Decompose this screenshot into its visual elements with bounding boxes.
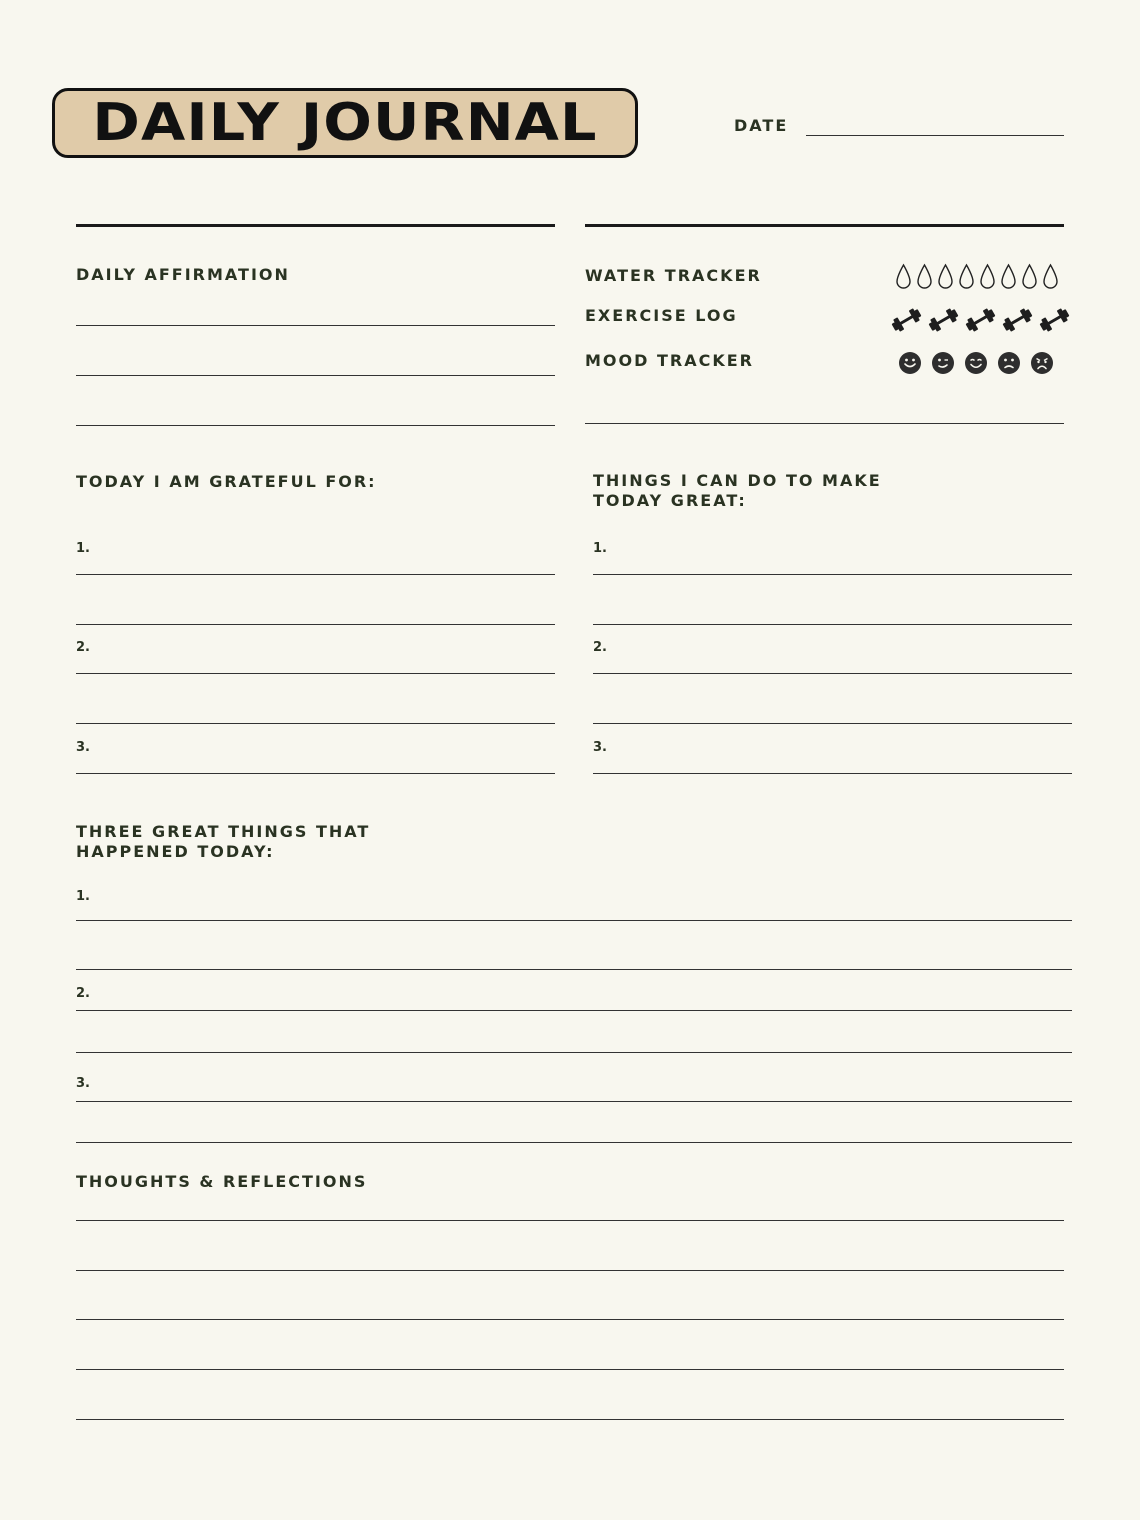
grateful-line[interactable] xyxy=(76,624,555,625)
three-great-line[interactable] xyxy=(76,1010,1072,1011)
great-number-1: 1. xyxy=(593,541,607,556)
water-drop-icon[interactable] xyxy=(978,263,997,291)
three-great-number-2: 2. xyxy=(76,986,90,1001)
grateful-number-1: 1. xyxy=(76,541,90,556)
content-face-icon[interactable] xyxy=(964,351,988,375)
three-great-line[interactable] xyxy=(76,1142,1072,1143)
reflection-line[interactable] xyxy=(76,1369,1064,1370)
affirmation-line[interactable] xyxy=(76,425,555,426)
grateful-label: TODAY I AM GRATEFUL FOR: xyxy=(76,472,377,491)
reflection-line[interactable] xyxy=(76,1220,1064,1221)
thoughts-reflections-label: THOUGHTS & REFLECTIONS xyxy=(76,1172,368,1191)
exercise-log-icons xyxy=(890,306,1071,334)
three-great-line[interactable] xyxy=(76,1101,1072,1102)
reflection-line[interactable] xyxy=(76,1319,1064,1320)
three-great-number-1: 1. xyxy=(76,889,90,904)
reflection-line[interactable] xyxy=(76,1419,1064,1420)
water-drop-icon[interactable] xyxy=(894,263,913,291)
mood-tracker-icons xyxy=(898,351,1054,375)
grateful-line[interactable] xyxy=(76,673,555,674)
water-tracker-label: WATER TRACKER xyxy=(585,266,762,285)
dumbbell-icon[interactable] xyxy=(1001,306,1034,334)
page-title: DAILY JOURNAL xyxy=(92,93,598,153)
date-label: DATE xyxy=(734,116,789,135)
dumbbell-icon[interactable] xyxy=(964,306,997,334)
dumbbell-icon[interactable] xyxy=(890,306,923,334)
grateful-line[interactable] xyxy=(76,773,555,774)
date-input-line[interactable] xyxy=(806,135,1064,136)
grateful-line[interactable] xyxy=(76,574,555,575)
wink-face-icon[interactable] xyxy=(931,351,955,375)
great-number-2: 2. xyxy=(593,640,607,655)
right-divider xyxy=(585,224,1064,227)
great-line[interactable] xyxy=(593,624,1072,625)
three-great-line[interactable] xyxy=(76,969,1072,970)
exercise-log-label: EXERCISE LOG xyxy=(585,306,738,325)
make-today-great-label: THINGS I CAN DO TO MAKE TODAY GREAT: xyxy=(593,471,882,510)
three-great-line[interactable] xyxy=(76,1052,1072,1053)
three-great-number-3: 3. xyxy=(76,1076,90,1091)
affirmation-line[interactable] xyxy=(76,375,555,376)
water-drop-icon[interactable] xyxy=(915,263,934,291)
reflection-line[interactable] xyxy=(76,1270,1064,1271)
water-drop-icon[interactable] xyxy=(999,263,1018,291)
upset-face-icon[interactable] xyxy=(1030,351,1054,375)
water-tracker-icons xyxy=(894,263,1060,291)
three-great-line[interactable] xyxy=(76,920,1072,921)
affirmation-line[interactable] xyxy=(76,325,555,326)
dumbbell-icon[interactable] xyxy=(1038,306,1071,334)
great-line[interactable] xyxy=(593,574,1072,575)
grateful-number-3: 3. xyxy=(76,740,90,755)
water-drop-icon[interactable] xyxy=(957,263,976,291)
dumbbell-icon[interactable] xyxy=(927,306,960,334)
grateful-number-2: 2. xyxy=(76,640,90,655)
water-drop-icon[interactable] xyxy=(1020,263,1039,291)
happy-face-icon[interactable] xyxy=(898,351,922,375)
grateful-line[interactable] xyxy=(76,723,555,724)
daily-affirmation-label: DAILY AFFIRMATION xyxy=(76,265,290,284)
three-great-things-label: THREE GREAT THINGS THAT HAPPENED TODAY: xyxy=(76,822,371,861)
great-line[interactable] xyxy=(593,673,1072,674)
great-line[interactable] xyxy=(593,773,1072,774)
sad-face-icon[interactable] xyxy=(997,351,1021,375)
left-divider xyxy=(76,224,555,227)
great-number-3: 3. xyxy=(593,740,607,755)
water-drop-icon[interactable] xyxy=(1041,263,1060,291)
great-line[interactable] xyxy=(593,723,1072,724)
mood-tracker-label: MOOD TRACKER xyxy=(585,351,754,370)
water-drop-icon[interactable] xyxy=(936,263,955,291)
tracker-bottom-line xyxy=(585,423,1064,424)
